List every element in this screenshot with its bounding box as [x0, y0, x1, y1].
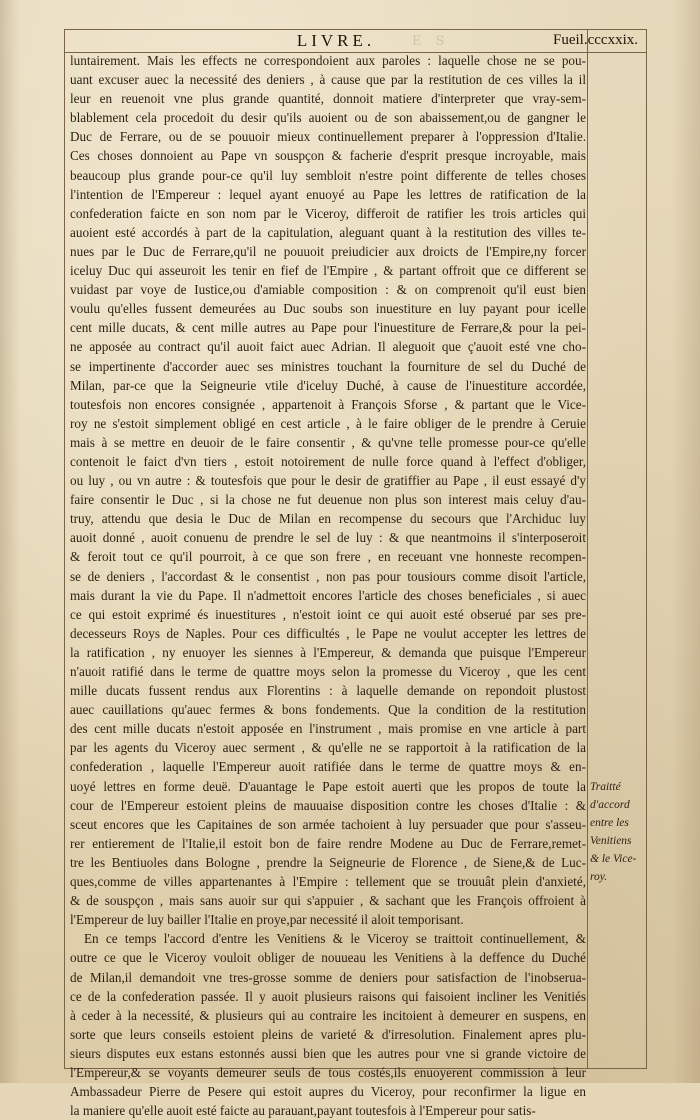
text-line: par les agents du Viceroy auec serment , & qu'elle ne se rapportoit à la ratification de la	[70, 740, 586, 756]
text-line: rer entierement de l'Italie,il estoit bon de faire rendre Modene au Duc de Ferrare,remet-	[70, 835, 586, 851]
text-line: se de deniers , l'accordast & le consentist , non pas pour tousiours comme disoit l'article,	[70, 568, 586, 584]
text-line: uant excuser auec la necessité des deniers , à cause que par la restitution de ces villes la il	[70, 72, 586, 88]
text-line: mille ducats fussent rendus aux Florentins : à laquelle demande on repondoit plustost	[70, 683, 586, 699]
text-line: Milan, par-ce que la Seigneurie vtile d'iceluy Duché, à cause de l'inuestiture accordée,	[70, 377, 586, 393]
inner-margin-rule	[587, 29, 588, 1069]
text-line: auec cauillations qu'auec fermes & bons fondements. Que la condition de la restitution	[70, 702, 586, 718]
page-gutter-shadow	[0, 0, 20, 1083]
text-line: ce de la confederation passée. Il y auoit plusieurs raisons qui faisoient incliner les Venitiés	[70, 988, 586, 1004]
text-line: leur en reuenoit vne plus grande quantité, donnoit matiere d'interpreter que vray-sem-	[70, 91, 586, 107]
page-header	[64, 29, 646, 53]
text-line: cour de l'Empereur estoient pleins de mauuaise disposition contre les choses d'Italie : &	[70, 797, 586, 813]
text-line: & de souspçon , mais sans auoir sur qui s'appuier , & sachant que les François offroient à	[70, 893, 586, 909]
text-line: truy, attendu que desia le Duc de Milan en recompense du secours que l'Archiduc luy	[70, 511, 586, 527]
text-line: roy ne s'estoit simplement obligé en cest article , à le faire obliger de le prendre à Ceruie	[70, 415, 586, 431]
text-line: la maniere qu'elle auoit esté faicte au parauant,payant toutesfois à l'Empereur pour satis-	[70, 1103, 536, 1119]
text-line: l'intention de l'Empereur : lequel ayant enuoyé au Pape les lettres de ratification de la	[70, 186, 586, 202]
text-line: auoient esté accordés à part de la capitulation, aleguant quant à la restitution des villes te-	[70, 224, 586, 240]
marginal-note-line: roy.	[590, 871, 608, 883]
text-line: des cent mille ducats n'estoit apposée en l'instrument , mais promise en vne article à part	[70, 721, 586, 737]
text-line: mais à se mettre en deuoir de le faire consentir , & qu'vne telle promesse pour-ce qu'elle	[70, 434, 586, 450]
text-line: n'auoit ratifié dans le terme de quattre moys selon la promesse du Viceroy , que les cent	[70, 664, 586, 679]
text-line: toutesfois non encores consignée , appartenoit à François Sforse , & partant que le Vice-	[70, 396, 586, 412]
text-line: blablement cela procedoit du desir qu'ils auoient ou de son abaissement,ou de gangner le	[70, 110, 586, 126]
text-line: Duc de Ferrare, ou de se pouuoir mieux continuellement preparer à l'oppression d'Italie.	[70, 129, 586, 145]
text-line: contenoit le faict d'vn tiers , estoit notoirement de nulle force quand à l'effect d'obliger,	[70, 453, 586, 469]
text-line: l'Empereur,& se voyants demeurer seuls de tous costés,ils enuoyerent commission à leur	[70, 1064, 586, 1080]
marginal-note-line: & le Vice-	[590, 853, 637, 865]
text-line: outre ce que le Viceroy vouloit obliger de nouueau les Venitiens à la deffence du Duché	[70, 950, 586, 966]
page-edge-shadow	[672, 0, 700, 1083]
text-line: beaucoup plus grande pour-ce qu'il luy sembloit n'estre point differente de telles choses	[70, 167, 586, 183]
show-through-ink: E S	[412, 34, 450, 49]
text-line: Ces choses donnoient au Pape vn souspçon & facherie d'esprit presque incroyable, mais	[70, 148, 586, 164]
marginal-note	[590, 778, 646, 886]
text-line: tre les Bentiuoles dans Bologne , prendre la Seigneurie de Florence , de Siene,& de Luc-	[70, 854, 586, 870]
marginal-note-line: d'accord	[590, 799, 630, 811]
marginal-note-line: Traitté	[590, 781, 621, 793]
text-line: ce qui estoit exprimé és inuestitures , n'estoit ioint ce qui auoit esté obserué par ses pre-	[70, 606, 586, 622]
text-line: se impertinente d'accorder auec ses ministres touchant la fourniture de sel du Duché de	[70, 358, 586, 374]
text-line: à ceder à la necessité, & plusieurs qui au contraire les incitoient à demeurer en suspens, en	[70, 1007, 586, 1023]
text-line: Ambassadeur Pierre de Pesere qui estoit aupres du Viceroy, pour reconfirmer la ligue en	[70, 1084, 586, 1100]
outer-margin-rule	[646, 29, 647, 1069]
text-line: sorte que leurs conseils estoient pleins de varieté & d'irresolution. Finalement apres plu-	[70, 1026, 586, 1042]
text-line: iceluy Duc qui asseuroit les tenir en fief de l'Empire , & partant offroit que ce different se	[70, 263, 586, 279]
text-line: mais durant la vie du Pape. Il n'admettoit encores l'article des choses beneficiales , si auec	[70, 587, 586, 603]
text-line: l'Empereur de luy bailler l'Italie en proye,par necessité il aloit temporisant.	[70, 912, 464, 928]
text-line: ques,comme de villes appartenantes à l'Empire : tellement que se trouuât plein d'anxieté,	[70, 874, 586, 890]
marginal-note-line: entre les	[590, 817, 629, 829]
text-line: ou luy , ou vn autre : & toutesfois que pour le desir de gratiffier au Pape , il eust essayé d'y	[70, 473, 586, 489]
text-line: En ce temps l'accord d'entre les Venitiens & le Viceroy se traittoit continuellement, &	[84, 931, 586, 947]
running-title: LIVRE.	[296, 31, 376, 50]
folio-number: Fueil.cccxxix.	[553, 32, 638, 48]
text-line: uoyé lettres en forme deuë. D'auantage le Pape estoit auerti que les propos de toute la	[70, 778, 586, 794]
text-line: luntairement. Mais les effects ne correspondoient aux paroles : laquelle chose ne se pou-	[70, 53, 586, 68]
left-rule	[64, 29, 65, 1069]
text-line: decesseurs Roys de Naples. Pour ces difficultés , le Pape ne voulut accepter les lettres de	[70, 625, 586, 641]
text-line: nues par le Duc de Ferrare,qu'il ne pouuoit preiudicier aux droicts de l'Empire,ny forcer	[70, 243, 586, 259]
text-line: & feroit tout ce qu'il pourroit, à ce que son frere , en receuant vne honneste recompen-	[70, 549, 586, 565]
text-line: voulu qu'elles fussent demeurées au Duc soubs son inuestiture en luy payant pour icelle	[70, 301, 586, 317]
text-line: vuidast par voye de Iustice,ou d'amiable composition : & on comprenoit qu'il eust bien	[70, 282, 586, 298]
text-line: de Milan,il demandoit vne tres-grosse somme de deniers pour satisfaction de l'inobserua-	[70, 969, 586, 985]
text-line: la ratification , ny enuoyer les siennes à l'Empereur, & demanda que puisque l'Empereur	[70, 644, 586, 660]
marginal-note-line: Venitiens	[590, 835, 632, 847]
text-line: cent mille ducats, & cent mille autres au Pape pour l'inuestiture de Ferrare,& pour la pei-	[70, 320, 586, 336]
text-line: auoit donné , auoit conuenu de prendre le sel de luy : & que neantmoins il s'interposeroit	[70, 530, 586, 546]
text-line: sieurs disputes eux estans estonnés aussi bien que les autres pour vne si grande victoire de	[70, 1045, 586, 1061]
text-line: faire consentir le Duc , si la chose ne fut deuenue non plus son interest mais celuy d'au-	[70, 492, 586, 508]
text-line: ne apposée au contract qu'il auoit faict auec Adrian. Il aleguoit que ç'auoit esté vne cho-	[70, 339, 586, 355]
text-line: confederation , laquelle l'Empereur auoit ratifiée dans le terme de quattre moys & en-	[70, 759, 586, 775]
body-text	[70, 51, 586, 1120]
text-line: sceut encores que les Capitaines de son armée tachoient à luy persuader que pour s'asseu-	[70, 816, 586, 832]
text-line: confederation faicte en son nom par le Viceroy, differoit de ratifier les trois articles qui	[70, 205, 586, 221]
